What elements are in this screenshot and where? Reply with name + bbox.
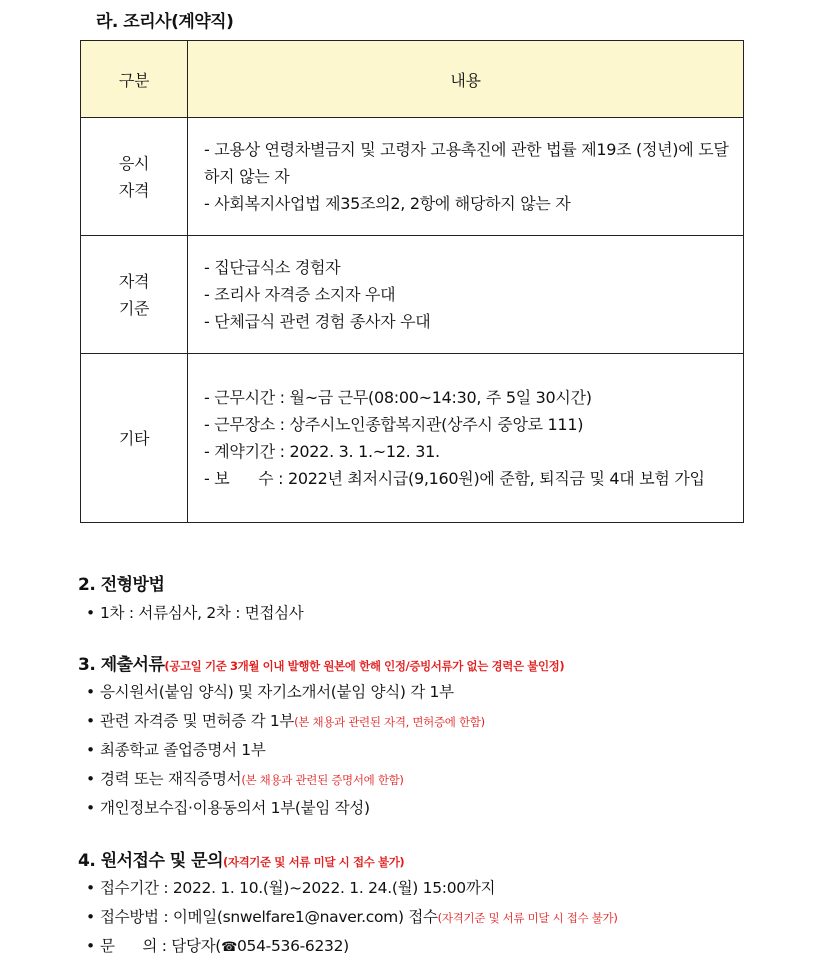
section-documents xyxy=(78,650,564,823)
pay-item xyxy=(204,465,729,492)
header-content: 내용 xyxy=(188,41,744,118)
row-content xyxy=(188,236,744,354)
section-selection xyxy=(78,570,303,628)
bullet-icon: • xyxy=(86,741,95,759)
content-item: - 집단급식소 경험자 xyxy=(204,258,341,277)
category-line: 자격 xyxy=(118,271,150,291)
content-item: - 근무시간 : 월~금 근무(08:00~14:30, 주 5일 30시간) xyxy=(204,388,592,407)
row-category xyxy=(81,236,188,354)
bullet-icon: • xyxy=(86,879,95,897)
row-category xyxy=(81,354,188,523)
category-line: 자격 xyxy=(118,180,150,200)
bullet-icon: • xyxy=(86,770,95,788)
job-table xyxy=(80,40,744,523)
table-row xyxy=(81,236,744,354)
section-heading: 3. 제출서류(공고일 기준 3개월 이내 발행한 원본에 한해 인정/증빙서류가 없는 경력은 불인정) xyxy=(78,655,565,675)
content-item: - 사회복지사업법 제35조의2, 2항에 해당하지 않는 자 xyxy=(204,194,571,213)
list-item: • 응시원서(붙임 양식) 및 자기소개서(붙임 양식) 각 1부 xyxy=(86,678,564,707)
item-note: (자격기준 및 서류 미달 시 접수 불가) xyxy=(437,911,618,925)
bullet-icon: • xyxy=(86,712,95,730)
content-item: - 단체급식 관련 경험 종사자 우대 xyxy=(204,312,431,331)
bullet-icon: • xyxy=(86,908,95,926)
pay-label: - 보 수 : xyxy=(204,469,288,488)
category-line: 응시 xyxy=(118,153,150,173)
category-line: 기준 xyxy=(118,298,150,318)
table-row xyxy=(81,354,744,523)
list-item: • 최종학교 졸업증명서 1부 xyxy=(86,736,564,765)
item-note: (본 채용과 관련된 자격, 면허증에 한함) xyxy=(294,715,485,729)
row-content xyxy=(188,118,744,236)
pay-text: 2022년 최저시급(9,160원)에 준함, 퇴직금 및 4대 보험 가입 xyxy=(287,469,705,488)
list-item: • 1차 : 서류심사, 2차 : 면접심사 xyxy=(86,599,303,628)
row-content xyxy=(188,354,744,523)
contact-label: 문 의 : 담당자( xyxy=(100,937,222,955)
list-item: • 관련 자격증 및 면허증 각 1부(본 채용과 관련된 자격, 면허증에 한함) xyxy=(86,707,564,736)
item-note: (본 채용과 관련된 증명서에 한함) xyxy=(241,773,404,787)
bullet-icon: • xyxy=(86,604,95,622)
bullet-icon: • xyxy=(86,683,95,701)
bullet-icon: • xyxy=(86,937,95,955)
content-item: - 근무장소 : 상주시노인종합복지관(상주시 중앙로 111) xyxy=(204,415,584,434)
section-application xyxy=(78,846,618,961)
bullet-icon: • xyxy=(86,799,95,817)
telephone-icon: ☎ xyxy=(221,940,237,955)
list-item xyxy=(86,932,618,961)
list-item: • 접수방법 : 이메일(snwelfare1@naver.com) 접수(자격기준 및 서류 미달 시 접수 불가) xyxy=(86,903,618,932)
section-heading: 4. 원서접수 및 문의(자격기준 및 서류 미달 시 접수 불가) xyxy=(78,851,405,871)
section-heading: 2. 전형방법 xyxy=(78,575,165,595)
content-item: - 계약기간 : 2022. 3. 1.~12. 31. xyxy=(204,442,440,461)
content-item: - 고용상 연령차별금지 및 고령자 고용촉진에 관한 법률 제19조 (정년)에 도달하지 않는 자 xyxy=(204,140,729,186)
row-category xyxy=(81,118,188,236)
section-note: (자격기준 및 서류 미달 시 접수 불가) xyxy=(223,855,405,869)
contact-phone: 054-536-6232) xyxy=(236,937,349,955)
content-item: - 조리사 자격증 소지자 우대 xyxy=(204,285,396,304)
section-title: 라. 조리사(계약직) xyxy=(96,12,234,32)
list-item: • 접수기간 : 2022. 1. 10.(월)~2022. 1. 24.(월) 15:00까지 xyxy=(86,874,618,903)
list-item: • 개인정보수집·이용동의서 1부(붙임 작성) xyxy=(86,794,564,823)
header-category: 구분 xyxy=(81,41,188,118)
list-item: • 경력 또는 재직증명서(본 채용과 관련된 증명서에 한함) xyxy=(86,765,564,794)
category-line: 기타 xyxy=(118,428,150,448)
section-note: (공고일 기준 3개월 이내 발행한 원본에 한해 인정/증빙서류가 없는 경력은 불인정) xyxy=(164,659,565,673)
table-header-row xyxy=(81,41,744,118)
table-row xyxy=(81,118,744,236)
